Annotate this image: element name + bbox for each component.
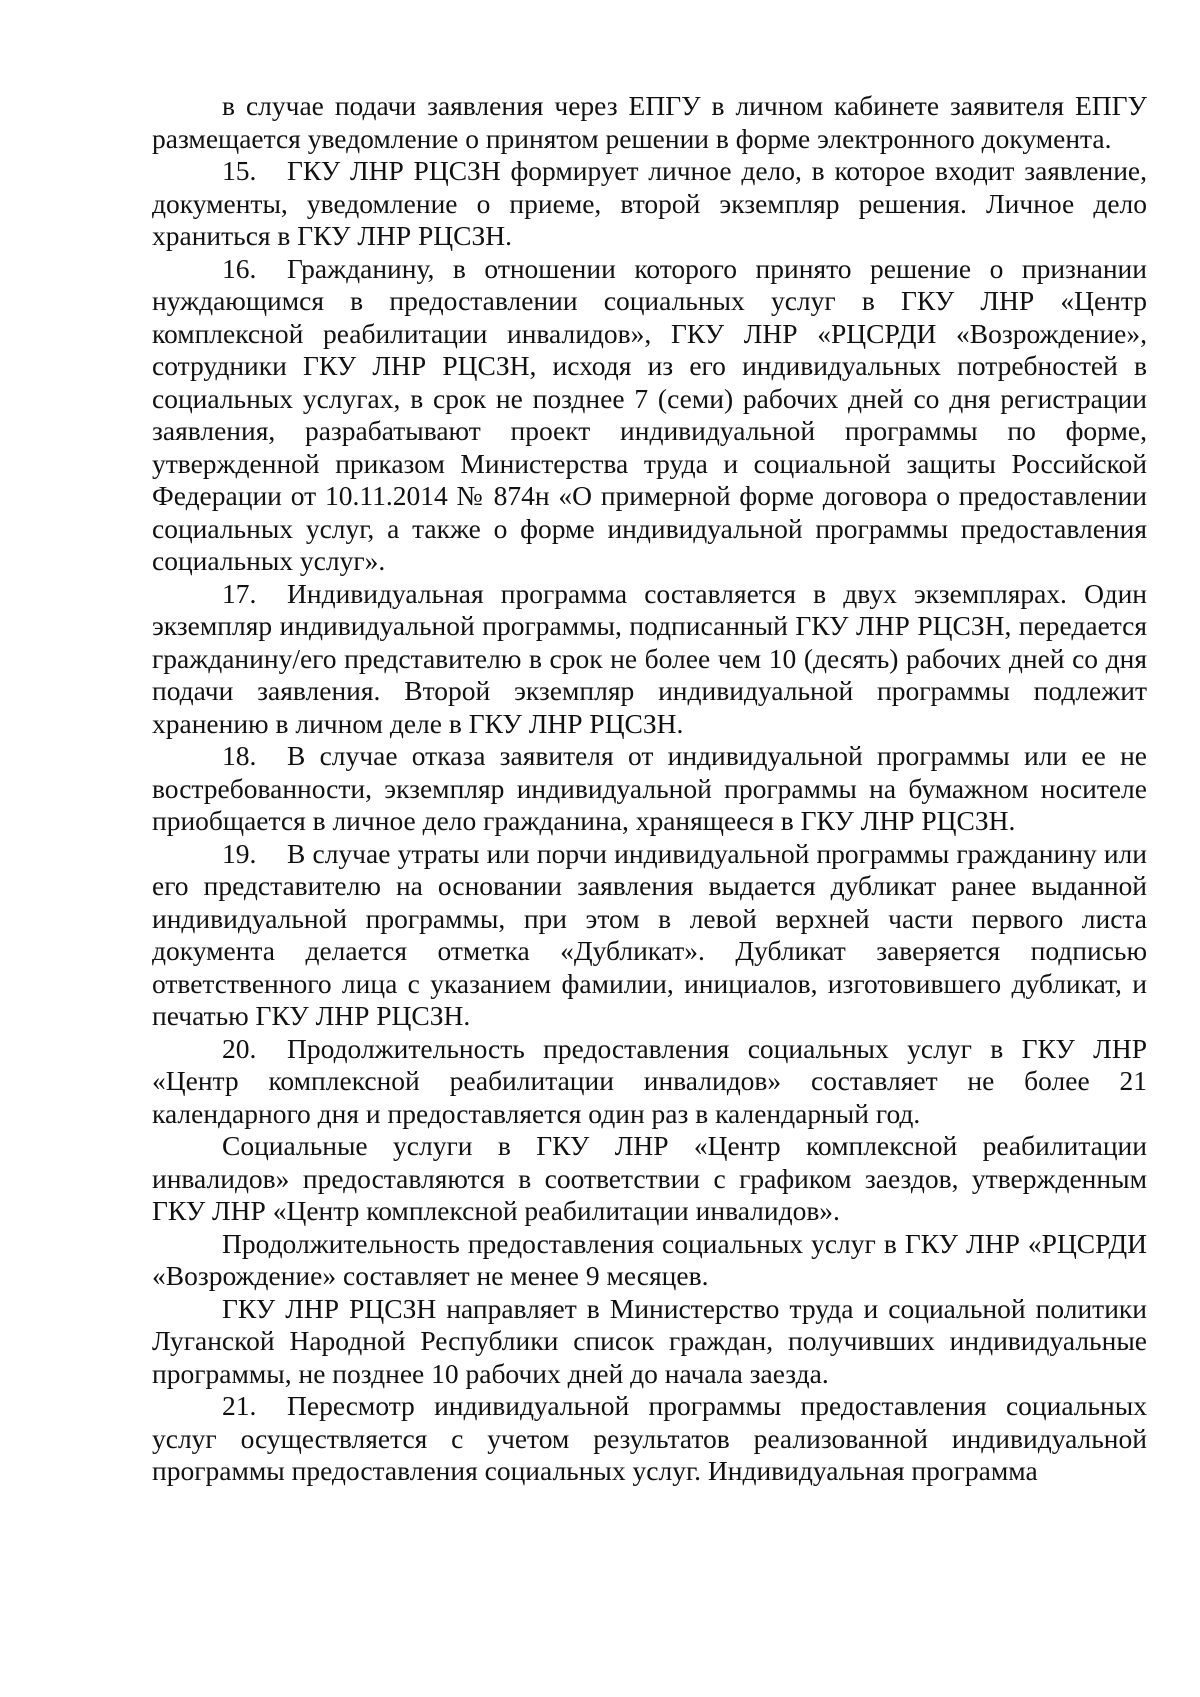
paragraph-text: Продолжительность предоставления социальных услуг в ГКУ ЛНР «Центр комплексной реабилитации инвалидов» составляет не более 21 календарного дня и предоставляется один раз в календарный год. xyxy=(152,1032,1147,1129)
paragraph-text: Гражданину, в отношении которого принято решение о признании нуждающимся в предоставлении социальных услуг в ГКУ ЛНР «Центр комплексной реабилитации инвалидов», ГКУ ЛНР «РЦСРДИ «Возрождение», сотрудники ГКУ ЛНР РЦСЗН, исходя из его индивидуальных потребностей в социальных услугах, в срок не позднее 7 (семи) рабочих дней со дня регистрации заявления, разрабатывают проект индивидуальной программы по форме, утвержденной приказом Министерства труда и социальной защиты Российской Федерации от 10.11.2014 № 874н «О примерной форме договора о предоставлении социальных услуг, а также о форме индивидуальной программы предоставления социальных услуг». xyxy=(152,252,1147,576)
paragraph-number: 17. xyxy=(222,577,257,609)
paragraph-duration xyxy=(152,1228,1147,1293)
paragraph-number: 21. xyxy=(222,1390,257,1421)
paragraph-text: В случае утраты или порчи индивидуальной программы гражданину или его представителю на основании заявления выдается дубликат ранее выданной индивидуальной программы, при этом в левой верхней части первого листа документа делается отметка «Дубликат». Дубликат заверяется подписью ответственного лица с указанием фамилии, инициалов, изготовившего дубликат, и печатью ГКУ ЛНР РЦСЗН. xyxy=(152,837,1147,1031)
paragraph-19 xyxy=(152,838,1147,1033)
paragraph-16 xyxy=(152,253,1147,578)
paragraph-text: В случае отказа заявителя от индивидуальной программы или ее не востребованности, экземпляр индивидуальной программы на бумажном носителе приобщается в личное дело гражданина, хранящееся в ГКУ ЛНР РЦСЗН. xyxy=(152,740,1147,836)
paragraph-schedule xyxy=(152,1130,1147,1228)
paragraph-text: Продолжительность предоставления социальных услуг в ГКУ ЛНР «РЦСРДИ «Возрождение» составляет не менее 9 месяцев. xyxy=(152,1227,1147,1291)
paragraph-number: 18. xyxy=(222,740,257,771)
paragraph-epgu-notice xyxy=(152,90,1147,155)
paragraph-20 xyxy=(152,1033,1147,1131)
paragraph-text: в случае подачи заявления через ЕПГУ в личном кабинете заявителя ЕПГУ размещается уведомление о принятом решении в форме электронного документа. xyxy=(152,90,1147,154)
paragraph-text: ГКУ ЛНР РЦСЗН направляет в Министерство труда и социальной политики Луганской Народной Республики список граждан, получивших индивидуальные программы, не позднее 10 рабочих дней до начала заезда. xyxy=(152,1292,1147,1389)
paragraph-15 xyxy=(152,155,1147,253)
document-body xyxy=(152,90,1147,1488)
paragraph-text: Пересмотр индивидуальной программы предоставления социальных услуг осуществляется с учетом результатов реализованной индивидуальной программы предоставления социальных услуг. Индивидуальная программа xyxy=(152,1390,1147,1486)
paragraph-text: Индивидуальная программа составляется в двух экземплярах. Один экземпляр индивидуальной программы, подписанный ГКУ ЛНР РЦСЗН, передается гражданину/его представителю в срок не более чем 10 (десять) рабочих дней со дня подачи заявления. Второй экземпляр индивидуальной программы подлежит хранению в личном деле в ГКУ ЛНР РЦСЗН. xyxy=(152,577,1147,739)
paragraph-text: Социальные услуги в ГКУ ЛНР «Центр комплексной реабилитации инвалидов» предоставляются в соответствии с графиком заездов, утвержденным ГКУ ЛНР «Центр комплексной реабилитации инвалидов». xyxy=(152,1130,1147,1226)
paragraph-number: 19. xyxy=(222,837,257,869)
paragraph-text: ГКУ ЛНР РЦСЗН формирует личное дело, в которое входит заявление, документы, уведомление о приеме, второй экземпляр решения. Личное дело храниться в ГКУ ЛНР РЦСЗН. xyxy=(152,155,1147,251)
paragraph-number: 20. xyxy=(222,1032,257,1064)
paragraph-number: 15. xyxy=(222,155,257,186)
paragraph-ministry-list xyxy=(152,1293,1147,1391)
paragraph-17 xyxy=(152,578,1147,741)
paragraph-18 xyxy=(152,740,1147,838)
paragraph-number: 16. xyxy=(222,252,257,284)
paragraph-21 xyxy=(152,1390,1147,1488)
